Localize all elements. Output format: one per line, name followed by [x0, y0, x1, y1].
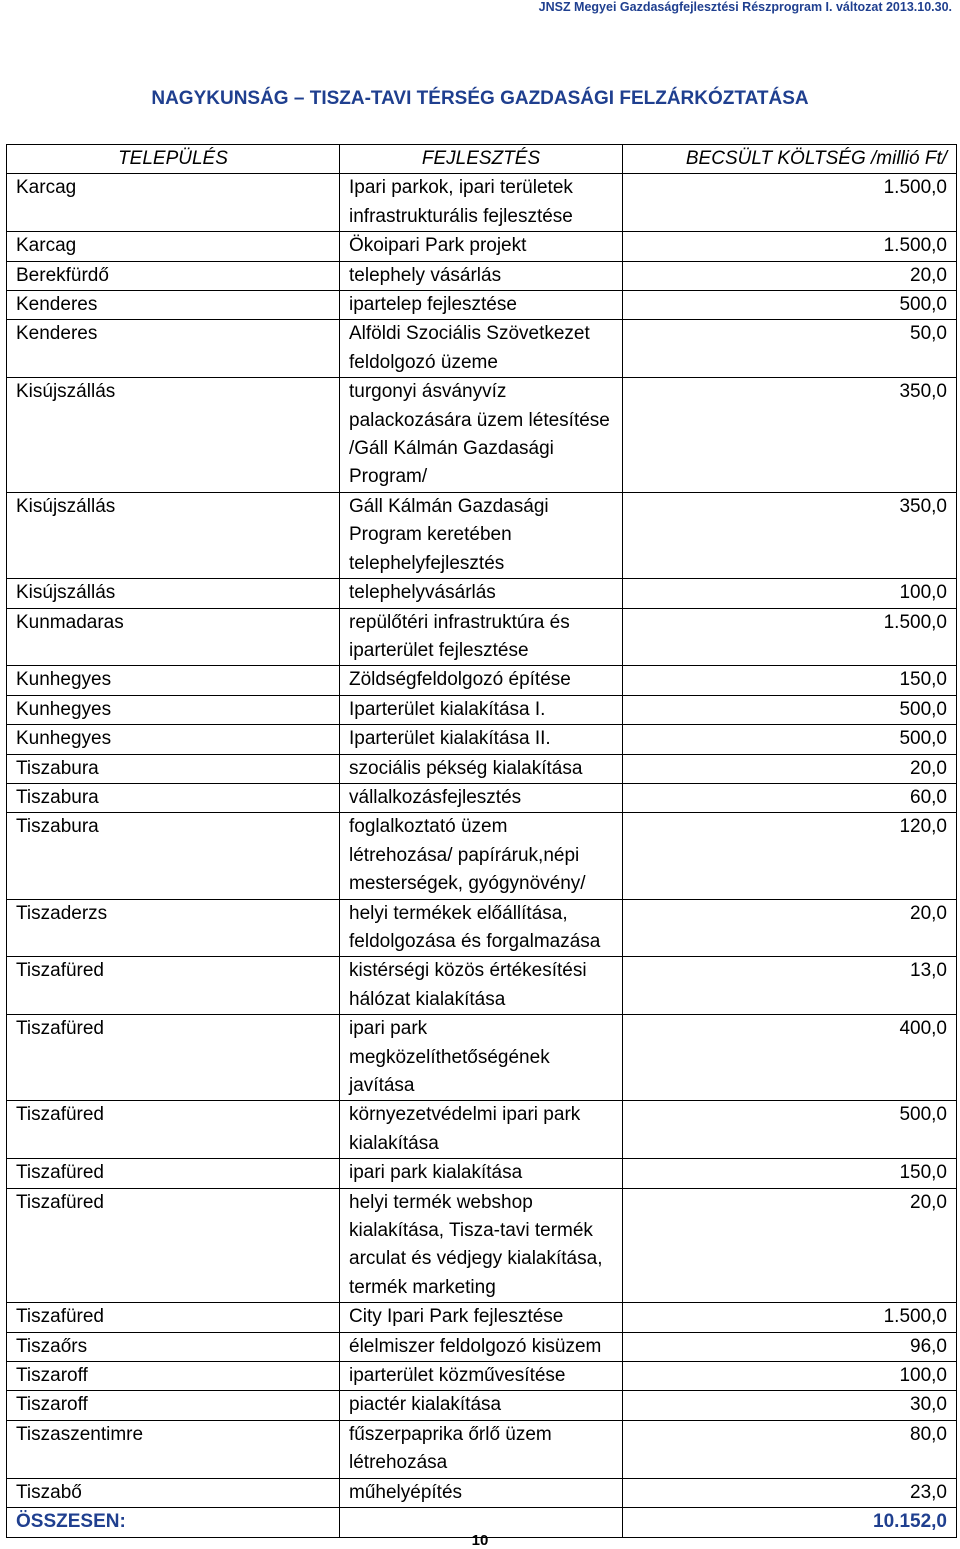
table-row — [7, 1303, 957, 1332]
cost-cell: 100,0 — [623, 579, 957, 608]
column-header-settlement: TELEPÜLÉS — [7, 145, 340, 174]
settlement-cell: Kunhegyes — [7, 725, 340, 754]
table-row — [7, 813, 957, 899]
development-cell: Iparterület kialakítása II. — [340, 725, 623, 754]
settlement-cell: Karcag — [7, 232, 340, 261]
development-cell: fűszerpaprika őrlő üzem létrehozása — [340, 1420, 623, 1478]
table-row — [7, 261, 957, 290]
settlement-cell: Tiszabura — [7, 754, 340, 783]
table-row — [7, 1362, 957, 1391]
cost-cell: 120,0 — [623, 813, 957, 899]
page-number: 10 — [471, 1532, 489, 1549]
cost-cell: 30,0 — [623, 1391, 957, 1420]
development-cell: iparterület közművesítése — [340, 1362, 623, 1391]
development-cell: ipartelep fejlesztése — [340, 291, 623, 320]
settlement-cell: Kenderes — [7, 291, 340, 320]
settlement-cell: Tiszaroff — [7, 1391, 340, 1420]
settlement-cell: Kenderes — [7, 320, 340, 378]
cost-cell: 96,0 — [623, 1332, 957, 1361]
settlement-cell: Kisújszállás — [7, 579, 340, 608]
table-row — [7, 1015, 957, 1101]
development-cell: Gáll Kálmán Gazdasági Program keretében telephelyfejlesztés — [340, 492, 623, 578]
cost-cell: 80,0 — [623, 1420, 957, 1478]
cost-cell: 1.500,0 — [623, 232, 957, 261]
development-cell: ipari park megközelíthetőségének javítása — [340, 1015, 623, 1101]
development-cell: foglalkoztató üzem létrehozása/ papíráruk,népi mesterségek, gyógynövény/ — [340, 813, 623, 899]
table-row — [7, 492, 957, 578]
table-row — [7, 232, 957, 261]
settlement-cell: Tiszafüred — [7, 1188, 340, 1303]
settlement-cell: Tiszaszentimre — [7, 1420, 340, 1478]
settlement-cell: Kunmadaras — [7, 608, 340, 666]
total-cost: 10.152,0 — [623, 1508, 957, 1537]
settlement-cell: Tiszaőrs — [7, 1332, 340, 1361]
table-row — [7, 695, 957, 724]
development-cost-table — [6, 144, 957, 1538]
settlement-cell: Tiszafüred — [7, 1159, 340, 1188]
cost-cell: 1.500,0 — [623, 608, 957, 666]
cost-cell: 500,0 — [623, 291, 957, 320]
table-row — [7, 579, 957, 608]
cost-cell: 150,0 — [623, 666, 957, 695]
total-label: ÖSSZESEN: — [7, 1508, 340, 1537]
development-cell: vállalkozásfejlesztés — [340, 783, 623, 812]
cost-cell: 23,0 — [623, 1478, 957, 1507]
settlement-cell: Karcag — [7, 174, 340, 232]
table-row — [7, 666, 957, 695]
cost-cell: 350,0 — [623, 492, 957, 578]
table-row — [7, 378, 957, 493]
settlement-cell: Tiszabő — [7, 1478, 340, 1507]
column-header-cost: BECSÜLT KÖLTSÉG /millió Ft/ — [623, 145, 957, 174]
development-cell: Alföldi Szociális Szövetkezet feldolgozó üzeme — [340, 320, 623, 378]
settlement-cell: Tiszabura — [7, 813, 340, 899]
table-row — [7, 957, 957, 1015]
running-header: JNSZ Megyei Gazdaságfejlesztési Részprogram I. változat 2013.10.30. — [538, 0, 952, 14]
development-cell: helyi termék webshop kialakítása, Tisza-tavi termék arculat és védjegy kialakítása, termék marketing — [340, 1188, 623, 1303]
settlement-cell: Berekfürdő — [7, 261, 340, 290]
settlement-cell: Kisújszállás — [7, 492, 340, 578]
development-cell: környezetvédelmi ipari park kialakítása — [340, 1101, 623, 1159]
table-row — [7, 1159, 957, 1188]
settlement-cell: Kunhegyes — [7, 695, 340, 724]
table-row — [7, 899, 957, 957]
table-row — [7, 754, 957, 783]
cost-cell: 20,0 — [623, 899, 957, 957]
development-cell: turgonyi ásványvíz palackozására üzem létesítése /Gáll Kálmán Gazdasági Program/ — [340, 378, 623, 493]
table-row — [7, 1420, 957, 1478]
development-cell: Ökoipari Park projekt — [340, 232, 623, 261]
table-row — [7, 291, 957, 320]
settlement-cell: Tiszabura — [7, 783, 340, 812]
cost-cell: 20,0 — [623, 754, 957, 783]
table-row — [7, 1188, 957, 1303]
column-header-development: FEJLESZTÉS — [340, 145, 623, 174]
table-row — [7, 783, 957, 812]
cost-cell: 350,0 — [623, 378, 957, 493]
table-row — [7, 608, 957, 666]
settlement-cell: Tiszafüred — [7, 1015, 340, 1101]
cost-cell: 50,0 — [623, 320, 957, 378]
development-cell: repülőtéri infrastruktúra és iparterület fejlesztése — [340, 608, 623, 666]
cost-cell: 150,0 — [623, 1159, 957, 1188]
cost-cell: 1.500,0 — [623, 174, 957, 232]
cost-cell: 500,0 — [623, 725, 957, 754]
development-cell: helyi termékek előállítása, feldolgozása és forgalmazása — [340, 899, 623, 957]
development-cell: telephely vásárlás — [340, 261, 623, 290]
development-cell: City Ipari Park fejlesztése — [340, 1303, 623, 1332]
cost-cell: 13,0 — [623, 957, 957, 1015]
table-row — [7, 1101, 957, 1159]
table-row — [7, 320, 957, 378]
cost-cell: 500,0 — [623, 695, 957, 724]
settlement-cell: Kunhegyes — [7, 666, 340, 695]
settlement-cell: Tiszafüred — [7, 957, 340, 1015]
development-cell: ipari park kialakítása — [340, 1159, 623, 1188]
development-cell: piactér kialakítása — [340, 1391, 623, 1420]
cost-cell: 1.500,0 — [623, 1303, 957, 1332]
cost-cell: 60,0 — [623, 783, 957, 812]
development-cell: telephelyvásárlás — [340, 579, 623, 608]
cost-cell: 20,0 — [623, 1188, 957, 1303]
table-row — [7, 1332, 957, 1361]
settlement-cell: Tiszaderzs — [7, 899, 340, 957]
development-cell: szociális pékség kialakítása — [340, 754, 623, 783]
development-cell: Iparterület kialakítása I. — [340, 695, 623, 724]
development-cell: kistérségi közös értékesítési hálózat kialakítása — [340, 957, 623, 1015]
development-cell: Zöldségfeldolgozó építése — [340, 666, 623, 695]
cost-cell: 100,0 — [623, 1362, 957, 1391]
settlement-cell: Tiszafüred — [7, 1303, 340, 1332]
settlement-cell: Tiszaroff — [7, 1362, 340, 1391]
development-cell: műhelyépítés — [340, 1478, 623, 1507]
settlement-cell: Tiszafüred — [7, 1101, 340, 1159]
development-cell: Ipari parkok, ipari területek infrastrukturális fejlesztése — [340, 174, 623, 232]
cost-cell: 500,0 — [623, 1101, 957, 1159]
table-header-row — [7, 145, 957, 174]
document-title: NAGYKUNSÁG – TISZA-TAVI TÉRSÉG GAZDASÁGI FELZÁRKÓZTATÁSA — [151, 88, 809, 109]
table-row — [7, 1391, 957, 1420]
table-row — [7, 174, 957, 232]
development-cell: élelmiszer feldolgozó kisüzem — [340, 1332, 623, 1361]
table-row — [7, 1478, 957, 1507]
cost-cell: 20,0 — [623, 261, 957, 290]
cost-cell: 400,0 — [623, 1015, 957, 1101]
settlement-cell: Kisújszállás — [7, 378, 340, 493]
table-row — [7, 725, 957, 754]
table-body — [7, 174, 957, 1508]
